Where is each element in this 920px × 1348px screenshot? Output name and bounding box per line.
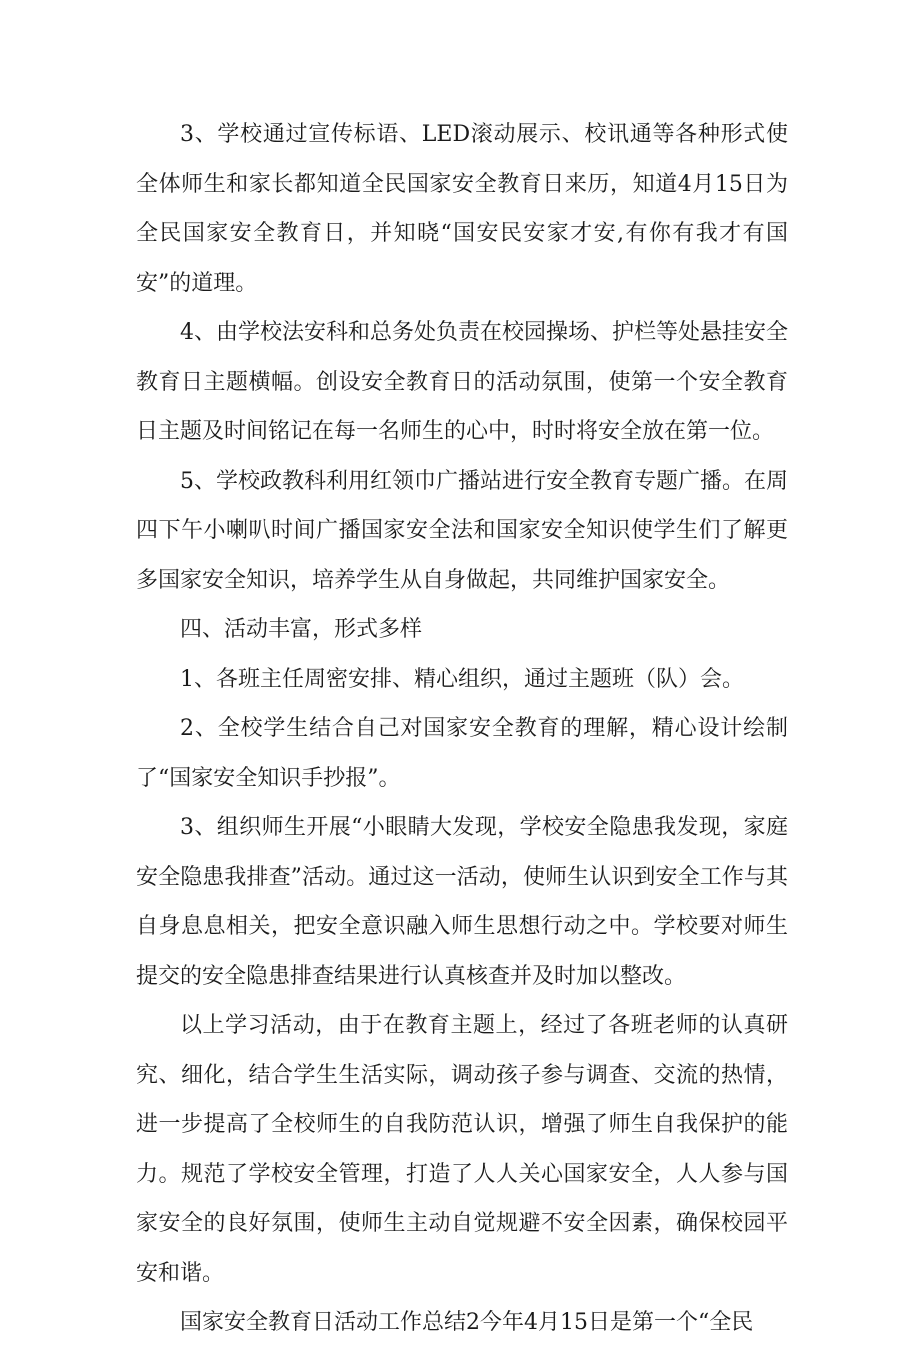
paragraph-2-handwritten-newspaper: 2、全校学生结合自己对国家安全教育的理解，精心设计绘制了“国家安全知识手抄报”。 (136, 716, 788, 791)
paragraph-3-publicity: 3、学校通过宣传标语、LED滚动展示、校讯通等各种形式使全体师生和家长都知道全民国家安全教育日来历，知道4月15日为全民国家安全教育日，并知晓“国安民安家才安,有你有我才有国安”的道理。 (136, 122, 788, 296)
paragraph-1-class-meeting: 1、各班主任周密安排、精心组织，通过主题班（队）会。 (180, 666, 744, 692)
paragraph-5-broadcast: 5、学校政教科利用红领巾广播站进行安全教育专题广播。在周四下午小喇叭时间广播国家安全法和国家安全知识使学生们了解更多国家安全知识，培养学生从自身做起，共同维护国家安全。 (136, 468, 788, 593)
paragraph-3-hazard-check: 3、组织师生开展“小眼睛大发现，学校安全隐患我发现，家庭安全隐患我排查”活动。通过这一活动，使师生认识到安全工作与其自身息息相关，把安全意识融入师生思想行动之中。学校要对师生提交的安全隐患排查结果进行认真核查并及时加以整改。 (136, 815, 788, 989)
paragraph-4-banners: 4、由学校法安科和总务处负责在校园操场、护栏等处悬挂安全教育日主题横幅。创设安全教育日的活动氛围，使第一个安全教育日主题及时间铭记在每一名师生的心中，时时将安全放在第一位。 (136, 320, 788, 444)
section-heading-activities: 四、活动丰富，形式多样 (180, 617, 423, 642)
document-body (136, 110, 788, 1348)
paragraph-second-summary-start: 国家安全教育日活动工作总结2今年4月15日是第一个“全民 (180, 1310, 754, 1335)
paragraph-summary: 以上学习活动，由于在教育主题上，经过了各班老师的认真研究、细化，结合学生生活实际，调动孩子参与调查、交流的热情，进一步提高了全校师生的自我防范认识，增强了师生自我保护的能力。规范了学校安全管理，打造了人人关心国家安全，人人参与国家安全的良好氛围，使师生主动自觉规避不安全因素，确保校园平安和谐。 (136, 1013, 788, 1286)
